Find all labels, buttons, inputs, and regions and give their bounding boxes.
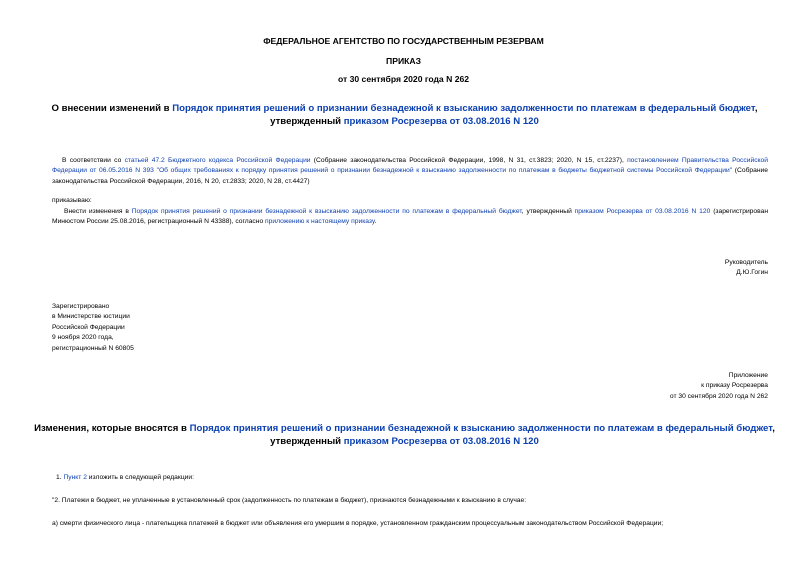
order-date: от 30 сентября 2020 года N 262 xyxy=(337,74,470,84)
agency-name: ФЕДЕРАЛЬНОЕ АГЕНТСТВО ПО ГОСУДАРСТВЕННЫМ РЕЗЕРВАМ xyxy=(263,36,544,46)
preamble-text-2: (Собрание законодательства Российской Федерации, 1998, N 31, ст.3823; 2020, N 15, ст.2237), xyxy=(310,157,628,164)
item-1 xyxy=(52,473,768,483)
order-text-4: . xyxy=(374,218,377,226)
order-paragraph xyxy=(52,207,768,228)
quote-paragraph-2: "2. Платежи в бюджет, не уплаченные в установленный срок (задолженность по платежам в бюджет), признаются безнадежными к взысканию в случае: xyxy=(52,497,527,504)
link-budget-code-article[interactable]: статьей 47.2 Бюджетного кодекса Российской Федерации xyxy=(124,157,311,164)
signature-position: Руководитель xyxy=(724,259,768,266)
document-type: ПРИКАЗ xyxy=(386,56,421,66)
registration-line-4: 9 ноября 2020 года, xyxy=(52,334,114,342)
registration-block xyxy=(52,302,252,354)
appendix-block xyxy=(500,371,768,402)
registration-line-5: регистрационный N 60805 xyxy=(52,344,134,352)
link-procedure[interactable]: Порядок принятия решений о признании безнадежной к взысканию задолженности по платежам в федеральный бюджет xyxy=(131,208,522,215)
preamble-paragraph xyxy=(52,156,768,187)
item-1-rest: изложить в следующей редакции: xyxy=(86,474,194,481)
subparagraph-a: а) смерти физического лица - плательщика платежей в бюджет или объявления его умершим в порядке, установленном гражданским процессуальным законодательством Российской Федерации; xyxy=(52,520,664,527)
link-order-120[interactable]: приказом Росрезерва от 03.08.2016 N 120 xyxy=(574,208,711,215)
signature-block xyxy=(500,258,768,279)
title-link-order-120[interactable]: приказом Росрезерва от 03.08.2016 N 120 xyxy=(343,116,539,127)
order-text-2: , утвержденный xyxy=(521,208,575,215)
link-government-resolution[interactable]: постановлением Правительства Российской Федерации от 06.05.2016 N 393 "Об общих требованиях к порядку принятия решений о признании безнадежной к взысканию задолженности по платежам в бюджеты бюджетной системы Российской Федерации" xyxy=(52,157,769,175)
order-word: приказываю: xyxy=(52,197,92,204)
changes-title xyxy=(32,422,777,448)
title-link-procedure[interactable]: Порядок принятия решений о признании безнадежной к взысканию задолженности по платежам в федеральный бюджет xyxy=(172,103,755,114)
order-title xyxy=(32,102,777,128)
changes-title-text-1: Изменения, которые вносятся в xyxy=(34,423,190,434)
appendix-line-1: Приложение xyxy=(728,372,768,379)
registration-line-1: Зарегистрировано xyxy=(52,303,110,310)
item-1-prefix: 1. xyxy=(56,474,64,481)
changes-title-link-procedure[interactable]: Порядок принятия решений о признании безнадежной к взысканию задолженности по платежам в федеральный бюджет xyxy=(189,423,773,434)
order-text-1: Внести изменения в xyxy=(64,208,132,215)
preamble-text-1: В соответствии со xyxy=(62,157,125,164)
title-text-2: , утвержденный xyxy=(270,103,758,127)
appendix-line-3: от 30 сентября 2020 года N 262 xyxy=(669,392,768,400)
link-appendix[interactable]: приложению к настоящему приказу xyxy=(265,218,375,226)
title-text-1: О внесении изменений в xyxy=(51,103,173,114)
changes-title-text-2: , утвержденный xyxy=(270,423,775,447)
registration-line-3: Российской Федерации xyxy=(52,323,125,331)
link-paragraph-2[interactable]: Пункт 2 xyxy=(63,474,87,481)
changes-title-link-order-120[interactable]: приказом Росрезерва от 03.08.2016 N 120 xyxy=(343,436,539,447)
registration-line-2: в Министерстве юстиции xyxy=(52,313,130,321)
preamble-text-3: (Собрание законодательства Российской Федерации, 2016, N 20, ст.2833; 2020, N 28, ст.4427) xyxy=(52,167,768,185)
appendix-line-2: к приказу Росрезерва xyxy=(701,382,768,390)
signature-name: Д.Ю.Гогин xyxy=(736,269,768,277)
order-text-3: (зарегистрирован Минюстом России 25.08.2016, регистрационный N 43388), согласно xyxy=(52,208,769,226)
